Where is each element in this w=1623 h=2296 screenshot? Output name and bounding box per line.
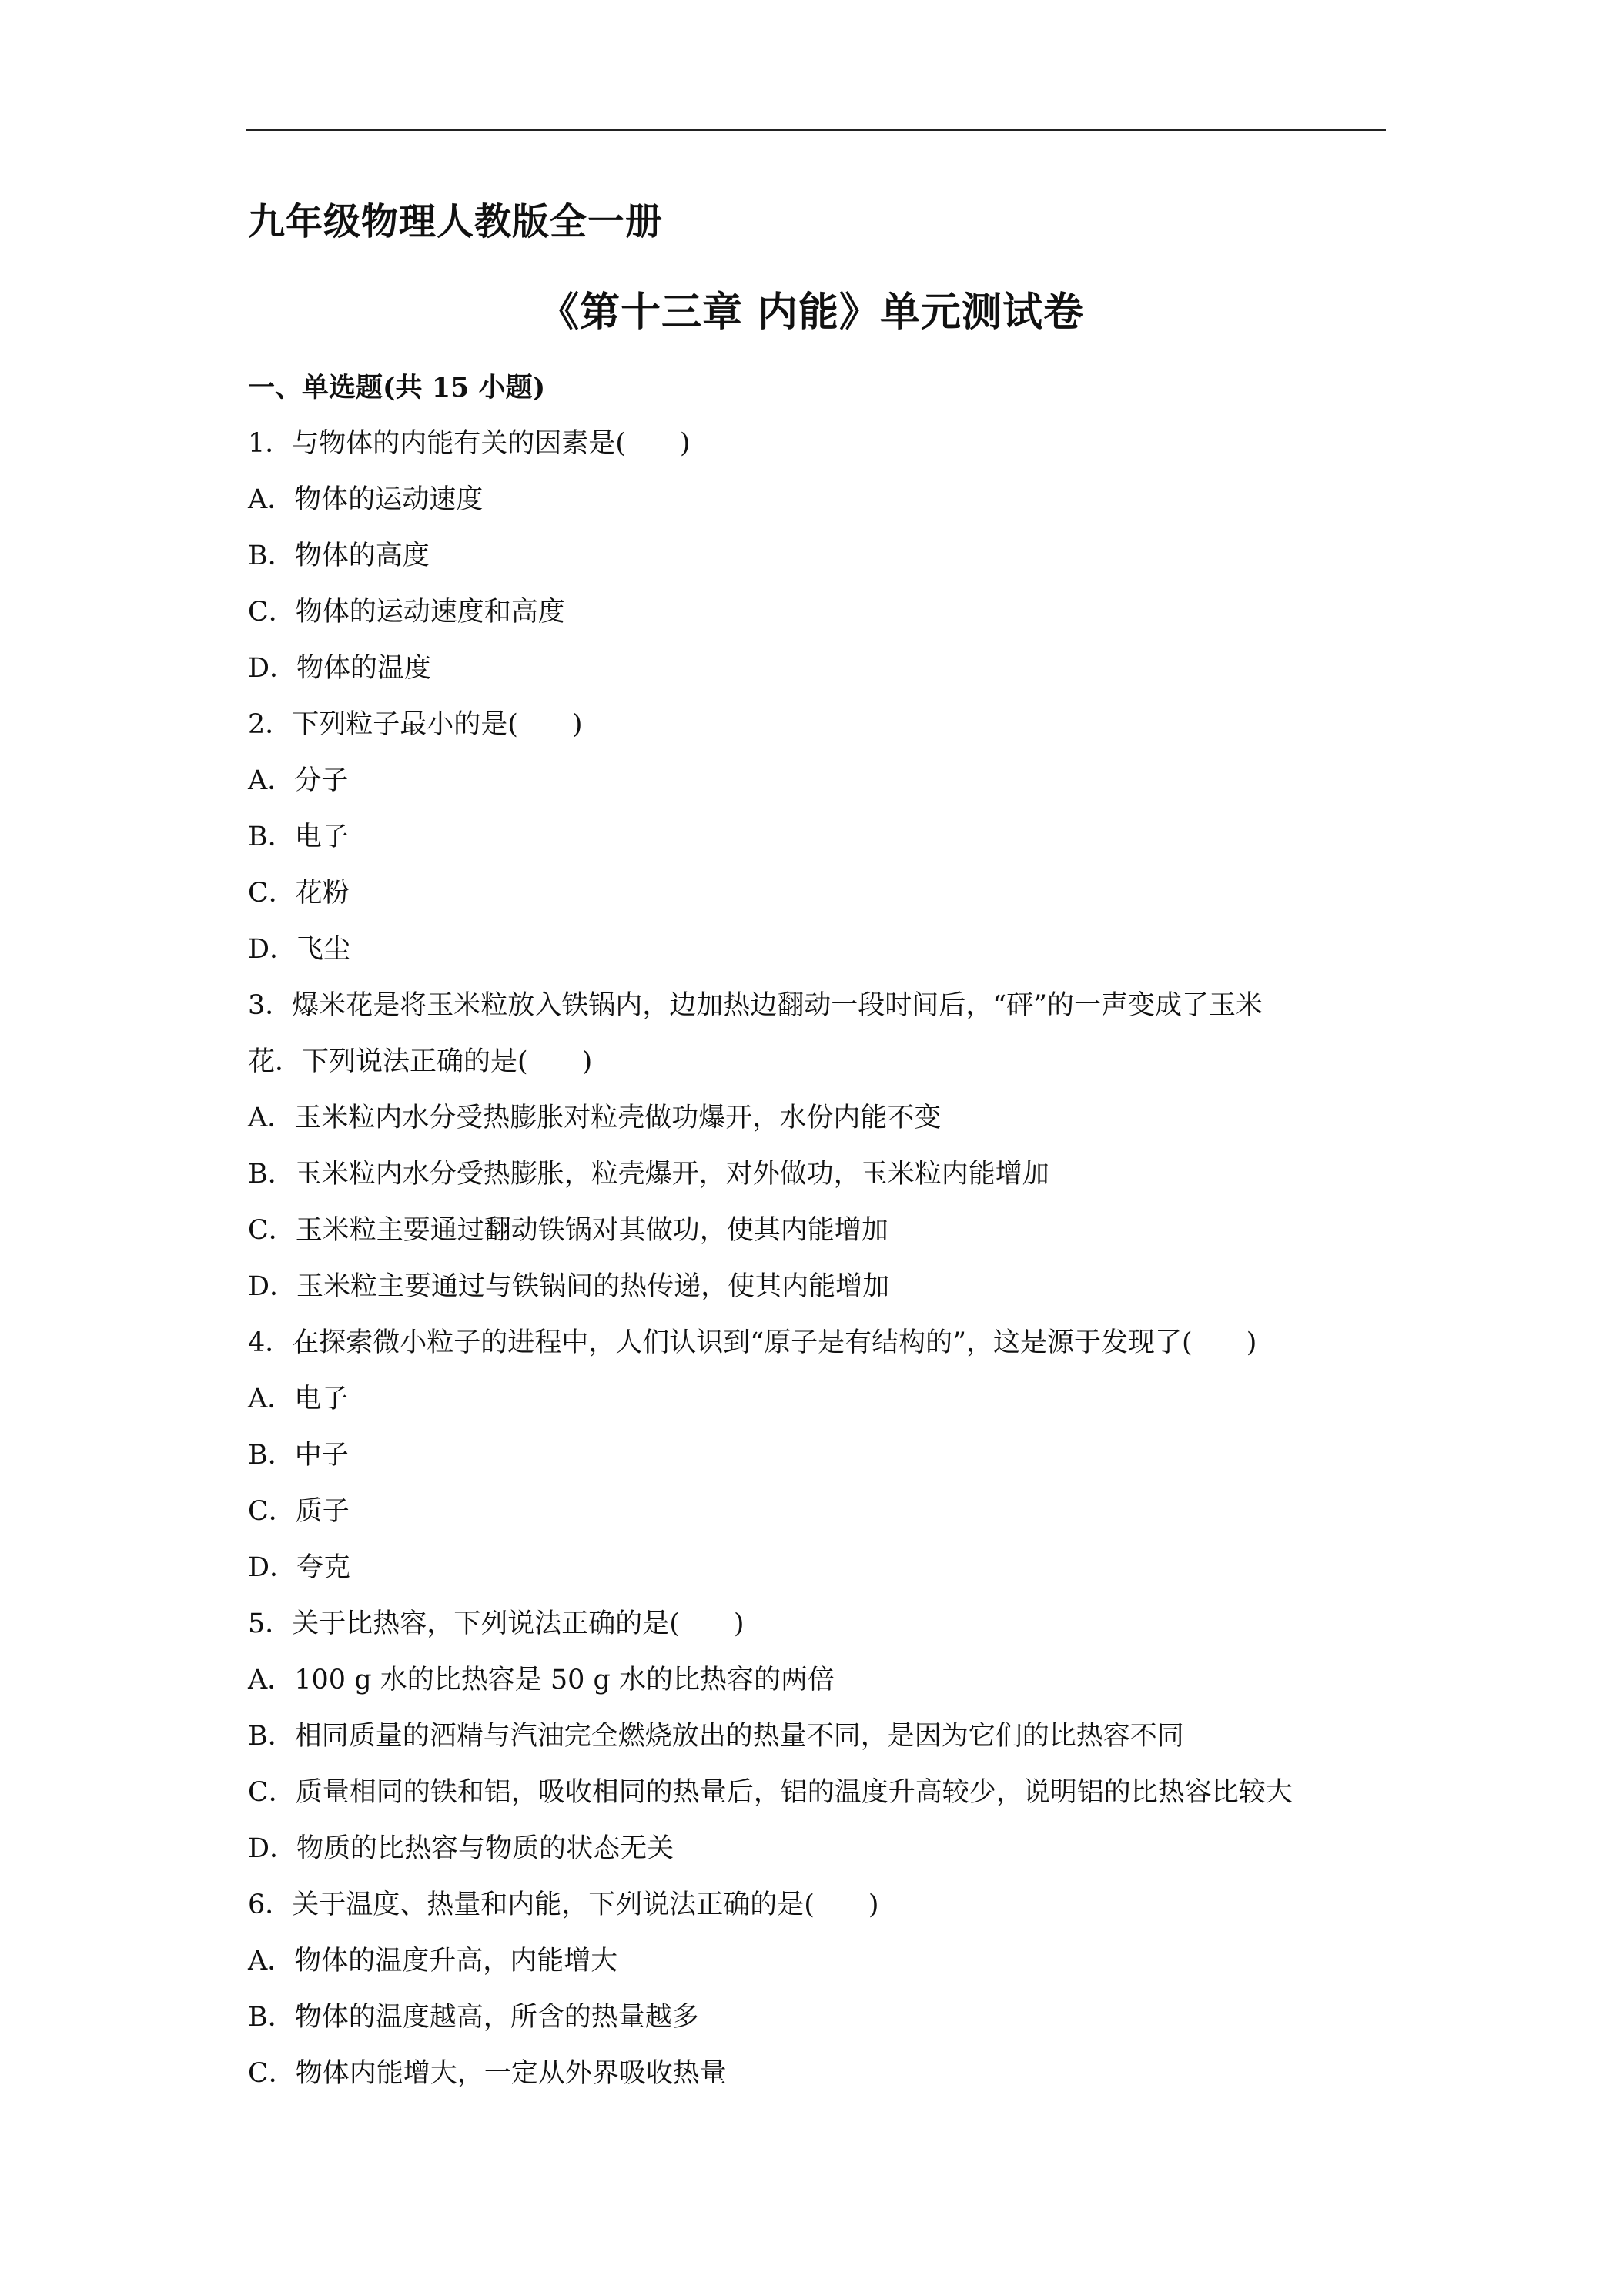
question-6-option-b: B．物体的温度越高，所含的热量越多	[248, 2002, 699, 2033]
question-6-option-c: C．物体内能增大，一定从外界吸收热量	[248, 2058, 727, 2089]
question-1-option-c: C．物体的运动速度和高度	[248, 597, 565, 628]
question-5-option-a: A．100 g 水的比热容是 50 g 水的比热容的两倍	[248, 1665, 835, 1695]
question-5-option-d: D．物质的比热容与物质的状态无关	[248, 1833, 674, 1864]
document-title-line2: 《第十三章 内能》单元测试卷	[538, 290, 1085, 336]
question-5-option-b: B．相同质量的酒精与汽油完全燃烧放出的热量不同，是因为它们的比热容不同	[248, 1721, 1184, 1752]
question-3-option-b: B．玉米粒内水分受热膨胀，粒壳爆开，对外做功，玉米粒内能增加	[248, 1159, 1049, 1190]
question-1-option-a: A．物体的运动速度	[248, 484, 484, 515]
question-4-option-d: D．夸克	[248, 1552, 351, 1583]
question-list	[248, 427, 1387, 2113]
question-5-stem: 5．关于比热容，下列说法正确的是( )	[248, 1608, 745, 1639]
question-3-option-c: C．玉米粒主要通过翻动铁锅对其做功，使其内能增加	[248, 1215, 888, 1246]
question-5-option-c: C．质量相同的铁和铝，吸收相同的热量后，铝的温度升高较少，说明铝的比热容比较大	[248, 1777, 1293, 1808]
question-2-option-b: B．电子	[248, 822, 349, 852]
question-3-stem-line2: 花．下列说法正确的是( )	[248, 1046, 593, 1077]
question-3-option-a: A．玉米粒内水分受热膨胀对粒壳做功爆开，水份内能不变	[248, 1103, 942, 1133]
header-rule	[246, 129, 1386, 131]
question-1-option-b: B．物体的高度	[248, 541, 430, 571]
question-3-stem-line1: 3．爆米花是将玉米粒放入铁锅内，边加热边翻动一段时间后，“砰”的一声变成了玉米	[248, 990, 1263, 1021]
document-title-line1: 九年级物理人教版全一册	[248, 200, 664, 243]
question-4-option-b: B．中子	[248, 1440, 349, 1471]
question-3-option-d: D．玉米粒主要通过与铁锅间的热传递，使其内能增加	[248, 1271, 890, 1302]
question-4-option-a: A．电子	[248, 1384, 349, 1414]
question-2-option-c: C．花粉	[248, 878, 350, 909]
question-2-stem: 2．下列粒子最小的是( )	[248, 709, 583, 740]
question-1-option-d: D．物体的温度	[248, 653, 432, 684]
section-heading: 一、单选题(共 15 小题)	[248, 372, 546, 403]
question-1-stem: 1．与物体的内能有关的因素是( )	[248, 428, 691, 459]
question-4-stem: 4．在探索微小粒子的进程中，人们认识到“原子是有结构的”，这是源于发现了( )	[248, 1327, 1257, 1358]
question-4-option-c: C．质子	[248, 1496, 350, 1527]
question-6-option-a: A．物体的温度升高，内能增大	[248, 1946, 618, 1976]
question-2-option-a: A．分子	[248, 765, 349, 796]
question-6-stem: 6．关于温度、热量和内能，下列说法正确的是( )	[248, 1889, 879, 1920]
question-2-option-d: D．飞尘	[248, 934, 351, 965]
